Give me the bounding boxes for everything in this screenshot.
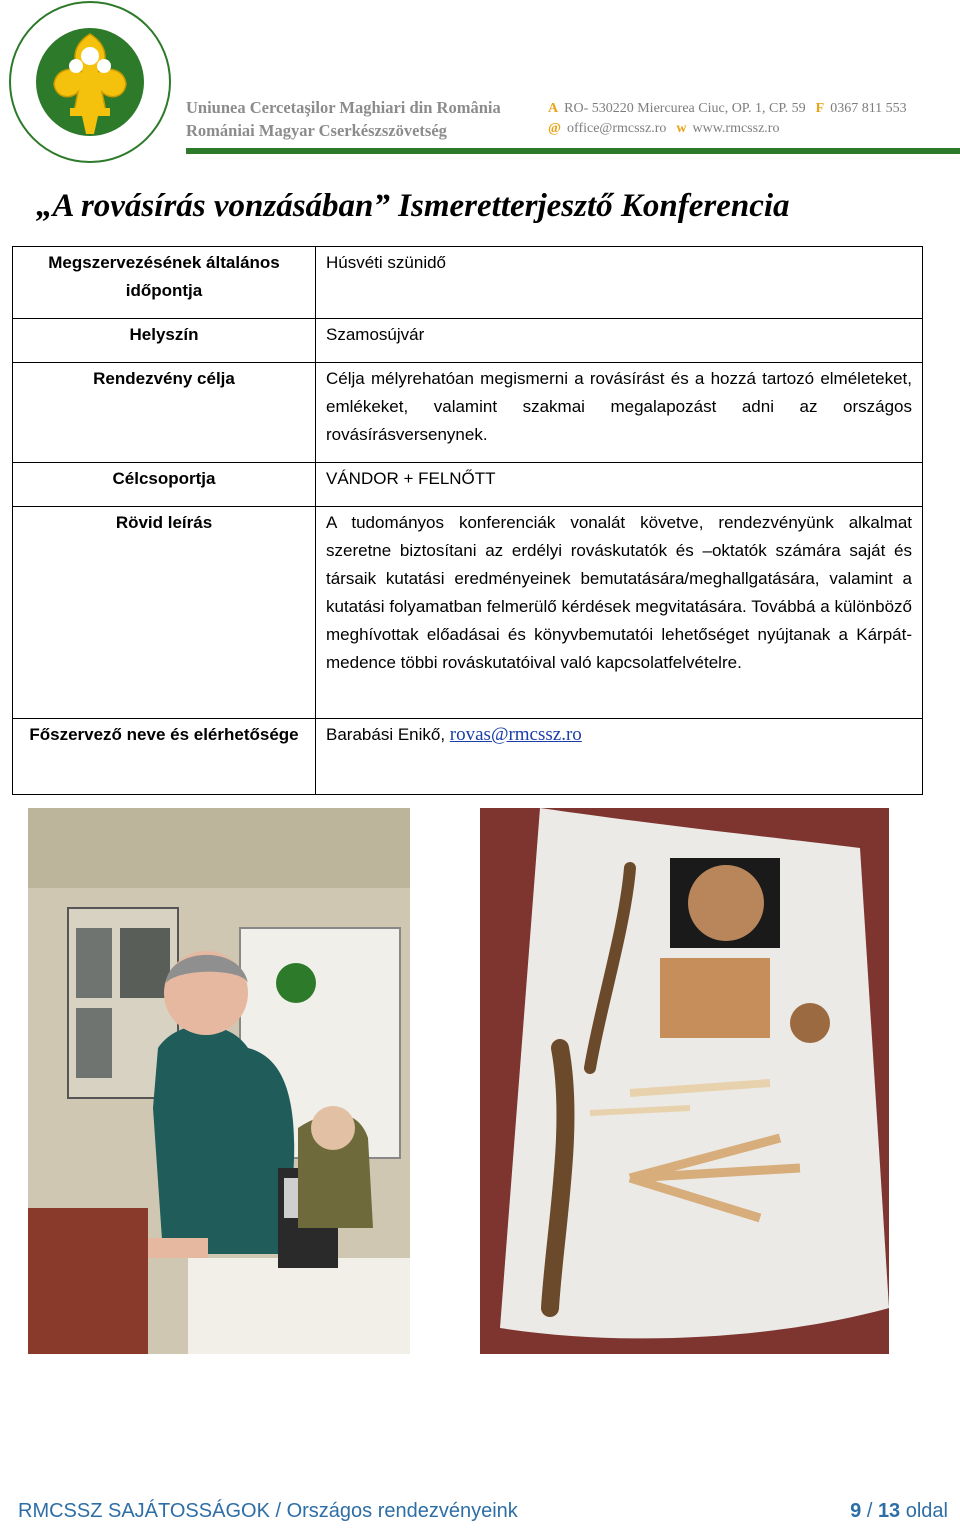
- page-number: [850, 1500, 948, 1523]
- phone: 0367 811 553: [830, 101, 907, 116]
- table-row: [13, 247, 923, 319]
- row-label: Rendezvény célja: [13, 363, 316, 463]
- organizer-name: Barabási Enikő,: [326, 725, 450, 744]
- page-footer: [18, 1500, 948, 1523]
- org-name-ro: Uniunea Cercetaşilor Maghiari din România: [186, 98, 501, 117]
- footer-section: RMCSSZ SAJÁTOSSÁGOK / Országos rendezvényeink: [18, 1500, 518, 1522]
- row-label: Rövid leírás: [13, 507, 316, 719]
- organization-name: [186, 96, 501, 142]
- letterhead: [0, 0, 960, 160]
- organizer-email-link[interactable]: rovas@rmcssz.ro: [449, 724, 582, 745]
- email-label: @: [548, 121, 562, 136]
- office-email[interactable]: office@rmcssz.ro: [567, 121, 667, 136]
- row-value: VÁNDOR + FELNŐTT: [316, 463, 923, 507]
- table-row: [13, 363, 923, 463]
- org-name-hu: Romániai Magyar Cserkészszövetség: [186, 121, 447, 140]
- table-row: [13, 507, 923, 719]
- row-label: Célcsoportja: [13, 463, 316, 507]
- page-word: oldal: [900, 1500, 948, 1522]
- scout-association-logo: [6, 0, 174, 168]
- row-label: Megszervezésének általános időpontja: [13, 247, 316, 319]
- row-label: Főszervező neve és elérhetősége: [13, 719, 316, 795]
- event-info-table: [12, 246, 923, 795]
- phone-label: F: [815, 101, 825, 116]
- row-value: Húsvéti szünidő: [316, 247, 923, 319]
- page-sep: /: [861, 1500, 878, 1522]
- table-row: [13, 319, 923, 363]
- header-rule: [186, 148, 960, 154]
- artifacts-photo: [480, 808, 889, 1354]
- website[interactable]: www.rmcssz.ro: [692, 121, 780, 136]
- table-row: [13, 463, 923, 507]
- row-label: Helyszín: [13, 319, 316, 363]
- row-value: Szamosújvár: [316, 319, 923, 363]
- web-label: w: [676, 121, 687, 136]
- presenter-photo: [28, 808, 410, 1354]
- contact-info: [548, 99, 907, 139]
- page-total: 13: [877, 1500, 901, 1522]
- address: RO- 530220 Miercurea Ciuc, OP. 1, CP. 59: [564, 101, 806, 116]
- address-label: A: [548, 101, 559, 116]
- page-current: 9: [850, 1500, 862, 1522]
- row-value: [316, 719, 923, 795]
- page-title: „A rovásírás vonzásában” Ismeretterjesztő Konferencia: [36, 188, 790, 224]
- row-value: Célja mélyrehatóan megismerni a rovásírást és a hozzá tartozó elméleteket, emlékeket, valamint szakmai megalapozást adni az országos rovásírásversenynek.: [316, 363, 923, 463]
- table-row: [13, 719, 923, 795]
- row-value: A tudományos konferenciák vonalát követve, rendezvényünk alkalmat szeretne biztosítani az erdélyi rováskutatók és –oktatók számára saját és társaik kutatási eredményeinek bemutatására/meghallgatására, valamint a kutatási folyamatban felmerülő kérdések megvitatására. Továbbá a különböző meghívottak előadásai és könyvbemutatói lehetőséget nyújtanak a Kárpát-medence többi rováskutatóival való kapcsolatfelvételre.: [316, 507, 923, 719]
